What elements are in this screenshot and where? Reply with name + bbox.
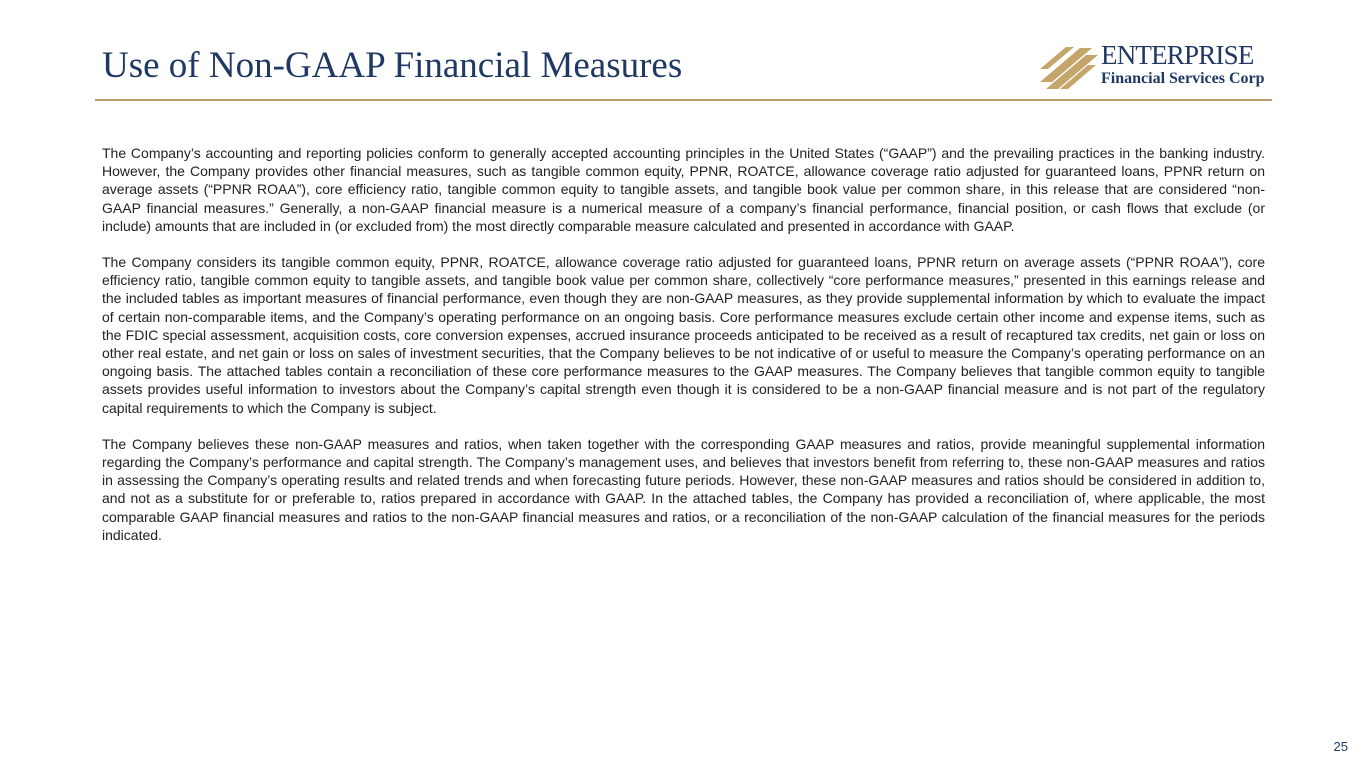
page-number: 25: [1333, 739, 1348, 754]
body-text: [102, 144, 1265, 562]
page-title: Use of Non-GAAP Financial Measures: [102, 45, 683, 86]
paragraph-core-performance: The Company considers its tangible common equity, PPNR, ROATCE, allowance coverage ratio adjusted for guaranteed loans, PPNR return on average assets (“PPNR ROAA”), core efficiency ratio, tangible common equity to tangible assets, and tangible book value per common share, collectively “core performance measures,” presented in this earnings release and the included tables as important measures of financial performance, even though they are non-GAAP measures, as they provide supplemental information by which to evaluate the impact of certain non-comparable items, and the Company’s operating performance on an ongoing basis. Core performance measures exclude certain other income and expense items, such as the FDIC special assessment, acquisition costs, core conversion expenses, accrued insurance proceeds anticipated to be received as a result of recaptured tax credits, net gain or loss on other real estate, and net gain or loss on sales of investment securities, that the Company believes to be not indicative of or useful to measure the Company’s operating performance on an ongoing basis. The attached tables contain a reconciliation of these core performance measures to the GAAP measures. The Company believes that tangible common equity to tangible assets provides useful information to investors about the Company’s capital strength even though it is considered to be a non-GAAP financial measure and is not part of the regulatory capital requirements to which the Company is subject.: [102, 254, 1265, 416]
enterprise-stripes-icon: [1040, 42, 1098, 90]
title-divider: [95, 99, 1272, 101]
logo-subtitle: Financial Services Corp: [1101, 70, 1265, 87]
paragraph-gaap-overview: The Company’s accounting and reporting policies conform to generally accepted accounting principles in the United States (“GAAP”) and the prevailing practices in the banking industry. However, the Company provides other financial measures, such as tangible common equity, PPNR, ROATCE, allowance coverage ratio adjusted for guaranteed loans, PPNR return on average assets (“PPNR ROAA”), core efficiency ratio, tangible common equity to tangible assets, and tangible book value per common share, in this release that are considered “non-GAAP financial measures.” Generally, a non-GAAP financial measure is a numerical measure of a company’s financial performance, financial position, or cash flows that exclude (or include) amounts that are included in (or excluded from) the most directly comparable measure calculated and presented in accordance with GAAP.: [102, 145, 1265, 234]
logo-wordmark: ENTERPRISE: [1101, 40, 1254, 70]
paragraph-supplemental-info: The Company believes these non-GAAP measures and ratios, when taken together with the corresponding GAAP measures and ratios, provide meaningful supplemental information regarding the Company’s performance and capital strength. The Company’s management uses, and believes that investors benefit from referring to, these non-GAAP measures and ratios in assessing the Company’s operating results and related trends and when forecasting future periods. However, these non-GAAP measures and ratios should be considered in addition to, and not as a substitute for or preferable to, ratios prepared in accordance with GAAP. In the attached tables, the Company has provided a reconciliation of, where applicable, the most comparable GAAP financial measures and ratios to the non-GAAP financial measures and ratios, or a reconciliation of the non-GAAP calculation of the financial measures for the periods indicated.: [102, 435, 1265, 543]
company-logo: [1040, 40, 1275, 92]
